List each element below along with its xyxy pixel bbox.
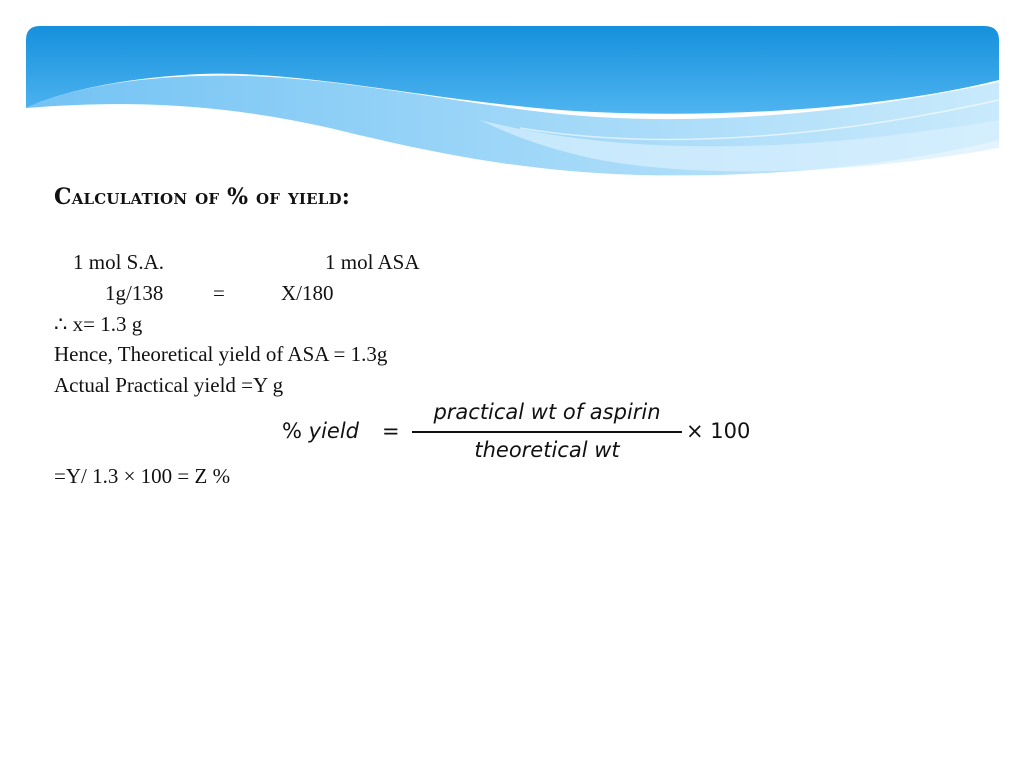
formula-lhs-word: yield: [308, 419, 360, 443]
ratio-right: X/180: [281, 281, 334, 305]
formula-denominator: theoretical wt: [474, 438, 620, 462]
percent-yield-formula: [282, 400, 762, 464]
fraction-bar: [412, 431, 682, 433]
header-wave-banner: [0, 0, 1024, 190]
ratio-equals: =: [213, 281, 225, 305]
result-line: =Y/ 1.3 × 100 = Z %: [54, 464, 231, 488]
percent-symbol: %: [282, 419, 302, 443]
formula-multiplier: × 100: [686, 419, 751, 443]
slide-heading: Calculation of % of yield:: [54, 184, 351, 210]
formula-lhs: [282, 419, 359, 443]
mol-sa-label: 1 mol S.A.: [73, 250, 165, 274]
theoretical-yield-line: Hence, Theoretical yield of ASA = 1.3g: [54, 342, 388, 366]
therefore-line: ∴ x= 1.3 g: [54, 312, 143, 336]
actual-yield-line: Actual Practical yield =Y g: [54, 373, 284, 397]
ratio-left: 1g/138: [105, 281, 164, 305]
mol-asa-label: 1 mol ASA: [325, 250, 420, 274]
formula-numerator: practical wt of aspirin: [433, 400, 661, 424]
formula-equals: =: [382, 419, 400, 443]
